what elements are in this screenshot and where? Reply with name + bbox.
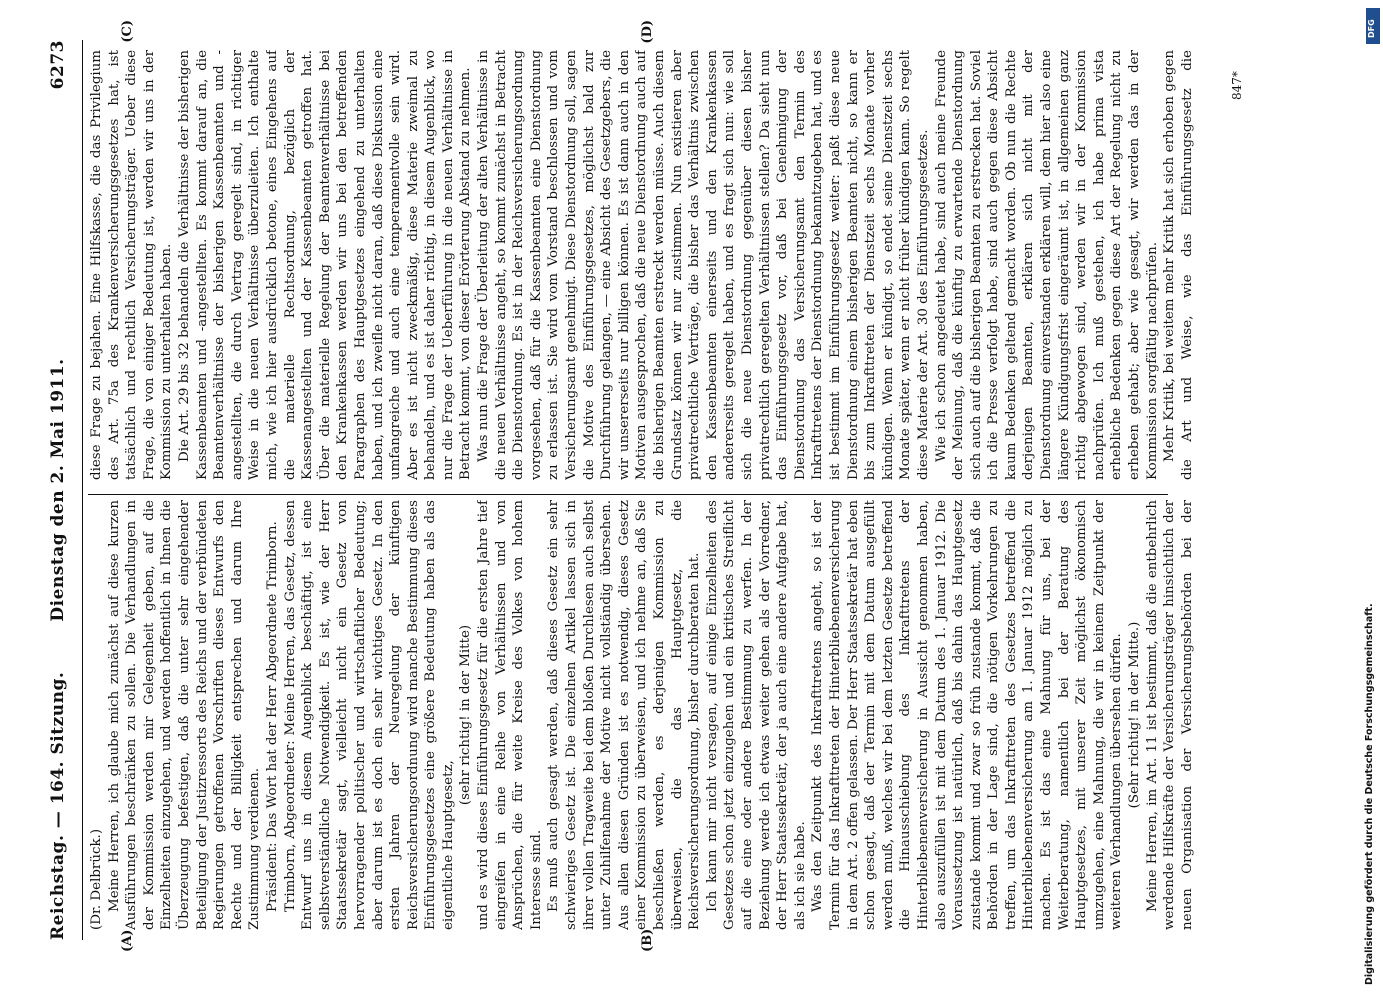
header-rule	[82, 40, 83, 940]
paragraph: Ich kann mir nicht versagen, auf einige Einzelheiten des Gesetzes schon jetzt einzugehen und ein kritisches Streiflicht auf die eine oder andere Bestimmung zu werfen. In der Beziehung werde ich etwas weiter gehen als der Vorredner, der Herr Staatssekretär, der ja auch eine andere Aufgabe hat, als ich sie habe.	[704, 500, 808, 930]
column-divider	[88, 494, 1168, 495]
dfg-logo	[1366, 8, 1380, 44]
paragraph: Wie ich schon angedeutet habe, sind auch meine Freunde der Meinung, daß die künftig zu erwartende Dienstordnung sich auch auf die bisherigen Beamten zu erstrecken hat. Soviel ich die Presse verfolgt habe, sind auch gegen diese Absicht kaum Bedenken geltend gemacht worden. Ob nun die Rechte derjenigen Beamten, erklären sich nicht mit der Dienstordnung einverstanden erklären will, dem hier also eine längere Kündigungsfrist eingeräumt ist, in allgemeinen ganz richtig abgewogen sind, werden wir in der Kommission nachprüfen. Ich muß gestehen, ich habe prima vista erhebliche Bedenken gegen diese Art der Regelung nicht zu erheben gehabt; aber wie gesagt, wir werden das in der Kommission sorgfältig nachprüfen.	[933, 50, 1160, 480]
paragraph: Die Art. 29 bis 32 behandeln die Verhältnisse der bisherigen Kassenbeamten und -angestellten. Es kommt darauf an, die Beamtenverhältnisse der bisherigen Kassenbeamten und -angestellten, die durch Vertrag geregelt sind, in richtiger Weise in die neuen Verhältnisse überzuleiten. Ich enthalte mich, wie ich hier ausdrücklich betone, eines Eingehens auf die materielle Rechtsordnung, bezüglich der Kassenangestellten und der Kassenbeamten getroffen hat. Über die materielle Regelung der Beamtenverhältnisse bei den Krankenkassen werden wir uns bei den betreffenden Paragraphen des Hauptgesetzes eingehend zu unterhalten haben, und ich zweifle nicht daran, daß diese Diskussion eine umfangreiche und auch eine temperamentvolle sein wird. Aber es ist nicht zweckmäßig, diese Materie zweimal zu behandeln, und es ist daher richtig, in diesem Augenblick, wo nur die Frage der Ueberführung in die neuen Verhältnisse in Betracht kommt, von dieser Erörterung Abstand zu nehmen.	[176, 50, 474, 480]
paragraph: Es muß auch gesagt werden, daß dieses Gesetz ein sehr schwieriges Gesetz ist. Die einzelnen Artikel lassen sich in ihrer vollen Tragweite bei dem bloßen Durchlesen auch selbst unter Zuhilfenahme der Motive nicht vollständig übersehen. Aus allen diesen Gründen ist es notwendig, dieses Gesetz einer Kommission zu überweisen, und ich nehme an, daß Sie beschließen werden, es derjenigen Kommission zu überweisen, die das Hauptgesetz, die Reichsversicherungsordnung, bisher durchberaten hat.	[546, 500, 703, 930]
paragraph: Trimborn, Abgeordneter: Meine Herren, das Gesetz, dessen Entwurf uns in diesem Augenblick beschäftigt, ist eine selbstverständliche Notwendigkeit. Es ist, wie der Herr Staatssekretär sagt, vielleicht nicht ein Gesetz von hervorragender politischer und wirtschaftlicher Bedeutung; aber darum ist es doch ein sehr wichtiges Gesetz. In den ersten Jahren der Neuregelung der künftigen Reichsversicherungsordnung wird manche Bestimmung dieses Einführungsgesetzes eine größere Bedeutung haben als das eigentliche Hauptgesetz,	[282, 500, 456, 930]
paragraph: Meine Herren, ich glaube mich zunächst auf diese kurzen Ausführungen beschränken zu sollen. Die Verhandlungen in der Kommission werden mir Gelegenheit geben, auf die Einzelheiten einzugehen, und werden hoffentlich in Ihnen die Überzeugung befestigen, daß die unter sehr eingehender Beteiligung der Justizressorts des Reichs und der verbündeten Regierungen getroffenen Vorschriften dieses Entwurfs den Rechte und der Billigkeit entsprechen und darum Ihre Zustimmung verdienen.	[106, 500, 263, 930]
paragraph: (Dr. Delbrück.)	[89, 828, 104, 930]
margin-marker-a: (A)	[120, 929, 135, 952]
paragraph: Mehr Kritik, bei weitem mehr Kritik hat sich erhoben gegen die Art und Weise, wie das Einführungsgesetz die	[1162, 50, 1195, 480]
header-page-number: 6273	[48, 40, 68, 90]
paragraph: diese Frage zu bejahen. Eine Hilfskasse, die das Privilegium des Art. 75a des Krankenversicherungsgesetzes hat, ist tatsächlich und rechtlich Versicherungsträger. Ueber diese Frage, die von einiger Bedeutung ist, werden wir uns in der Kommission zu unterhalten haben.	[89, 50, 175, 480]
page-footnote-number: 847*	[1230, 71, 1244, 100]
paragraph: Was den Zeitpunkt des Inkrafttretens angeht, so ist der Termin für das Inkrafttreten der Hinterbliebenenversicherung in dem Art. 2 offen gelassen. Der Herr Staatssekretär hat eben schon gesagt, daß der Termin mit dem Datum ausgefüllt werden muß, welches wir bei dem letzten Gesetze betreffend die Hinausschiebung des Inkrafttretens der Hinterbliebenenversicherung in Aussicht genommen haben, also auszufüllen ist mit dem Datum des 1. Januar 1912. Die Voraussetzung ist natürlich, daß bis dahin das Hauptgesetz zustande kommt und zwar so früh zustande kommt, daß die Behörden in der Lage sind, die nötigen Vorkehrungen zu treffen, um das Inkrafttreten des Gesetzes betreffend die Hinterbliebenenversicherung am 1. Januar 1912 möglich zu machen. Es ist das eine Mahnung für uns, bei der Weiterberatung, namentlich bei der Beratung des Hauptgesetzes, mit unserer Zeit möglichst ökonomisch umzugehen, eine Mahnung, die wir in keinem Zeitpunkt der weiteren Verhandlungen übersehen dürfen.	[810, 500, 1125, 930]
page-header	[48, 40, 78, 940]
paragraph: Was nun die Frage der Überleitung der alten Verhältnisse in die neuen Verhältnisse angeht, so kommt zunächst in Betracht die Dienstordnung. Es ist in der Reichsversicherungsordnung vorgesehen, daß für die Kassenbeamten eine Dienstordnung zu erlassen ist. Sie wird vom Vorstand beschlossen und vom Versicherungsamt genehmigt. Diese Dienstordnung soll, sagen die Motive des Einführungsgesetzes, möglichst bald zur Durchführung gelangen, — eine Absicht des Gesetzgebers, die wir unsererseits nur billigen können. Es ist dann auch in den Motiven ausgesprochen, daß die neue Dienstordnung auch auf die bisherigen Beamten erstreckt werden müsse. Auch diesem Grundsatz können wir nur zustimmen. Nun existieren aber privatrechtliche Verträge, die bisher das Verhältnis zwischen den Kassenbeamten einerseits und den Krankenkassen andererseits geregelt haben, und es fragt sich nun: wie soll sich die neue Dienstordnung gegenüber diesen bisher privatrechtlich geregelten Verhältnissen stellen? Da sieht nun das Einführungsgesetz vor, daß bei Genehmigung der Dienstordnung das Versicherungsamt den Termin des Inkrafttretens der Dienstordnung bekanntzugeben hat, und es ist bestimmt im Einführungsgesetz weiter: paßt diese neue Dienstordnung einem bisherigen Beamten nicht, so kann er bis zum Inkrafttreten der Dienstzeit sechs Monate vorher kündigen. Wenn er kündigt, so endet seine Dienstzeit sechs Monate später, wenn er nicht früher kündigen kann. So regelt diese Materie der Art. 30 des Einführungsgesetzes.	[476, 50, 931, 480]
paragraph: und es wird dieses Einführungsgesetz für die ersten Jahre tief eingreifen in eine Reihe von Verhältnissen und von Ansprüchen, die für weite Kreise des Volkes von hohem Interesse sind.	[476, 500, 544, 930]
margin-marker-b: (B)	[640, 928, 655, 952]
right-text-column	[88, 50, 1198, 480]
header-date: Dienstag den 2. Mai 1911.	[48, 358, 68, 622]
dfg-logo-text: DFG	[1367, 19, 1376, 38]
paragraph: Präsident: Das Wort hat der Herr Abgeordnete Trimborn.	[264, 521, 280, 912]
paragraph: (sehr richtig! in der Mitte)	[458, 624, 474, 806]
header-session: Reichstag. — 164. Sitzung.	[48, 671, 68, 940]
left-text-column	[88, 500, 1198, 930]
digitization-credit: Digitalisierung gefördert durch die Deutsche Forschungsgemeinschaft.	[1364, 603, 1375, 985]
margin-marker-d: (D)	[640, 20, 655, 44]
paragraph: (Sehr richtig! in der Mitte.)	[1127, 621, 1143, 809]
margin-marker-c: (C)	[120, 20, 135, 43]
paragraph: Meine Herren, im Art. 11 ist bestimmt, daß die entbehrlich werdende Hilfskräfte der Versicherungsträger hinsichtlich der neuen Organisation der Versicherungsbehörden bei der	[1144, 500, 1195, 930]
